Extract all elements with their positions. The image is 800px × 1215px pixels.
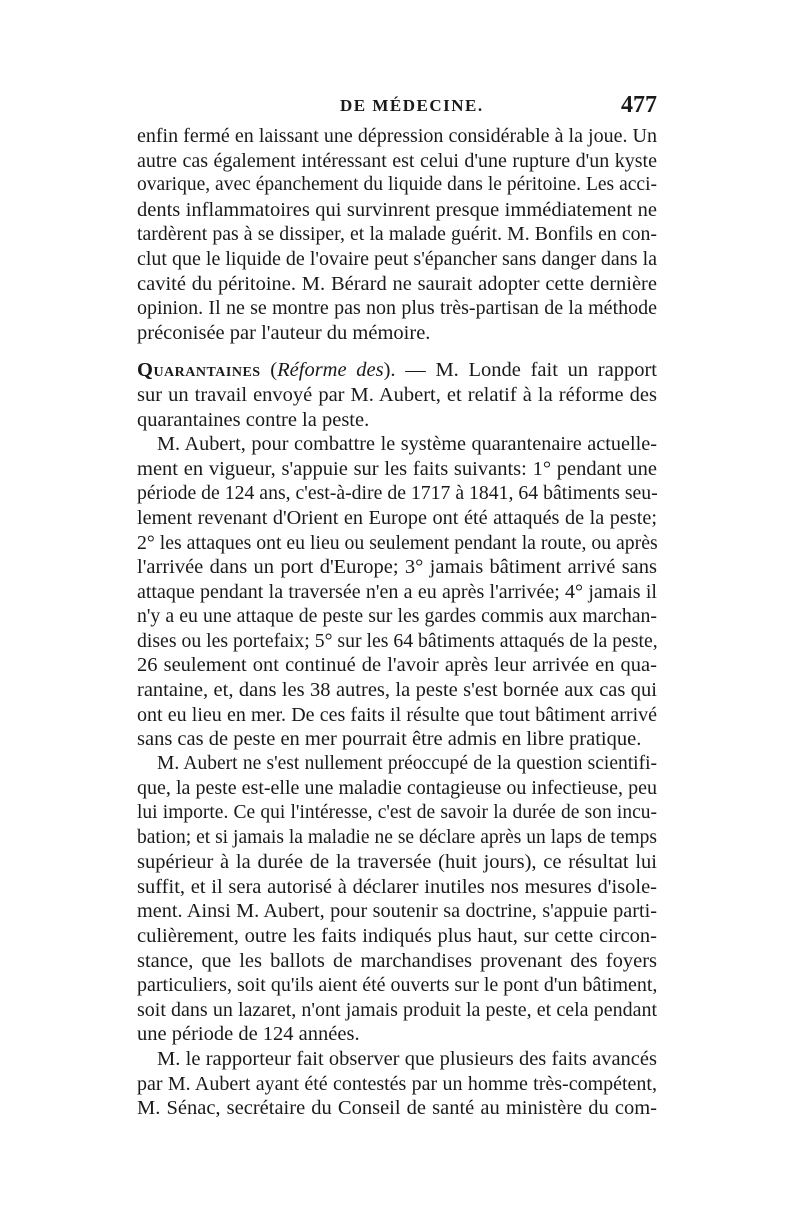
running-title: DE MÉDECINE.	[340, 96, 484, 115]
section-quarantaines	[137, 358, 657, 432]
text-line: tardèrent pas à se dissiper, et la malade guérit. M. Bonfils en con-	[137, 223, 657, 246]
text-line: suffit, et il sera autorisé à déclarer inutiles nos mesures d'isole-	[137, 875, 657, 898]
text-line: 2° les attaques ont eu lieu ou seulement pendant la route, ou après	[137, 531, 658, 554]
body-text	[137, 124, 657, 1121]
text-line: dises ou les portefaix; 5° sur les 64 bâtiments attaqués de la peste,	[137, 629, 658, 652]
text-line: rantaine, et, dans les 38 autres, la peste s'est bornée aux cas qui	[137, 679, 657, 702]
text-line: dents inflammatoires qui survinrent presque immédiatement ne	[137, 198, 657, 221]
text-line: par M. Aubert ayant été contestés par un homme très-compétent,	[137, 1072, 657, 1095]
page-number: 477	[621, 92, 657, 118]
text-line: bation; et si jamais la maladie ne se déclare après un laps de temps	[137, 826, 657, 848]
text-line: préconisée par l'auteur du mémoire.	[137, 321, 431, 344]
text-line: opinion. Il ne se montre pas non plus très-partisan de la méthode	[137, 297, 657, 320]
text-line: M. Sénac, secrétaire du Conseil de santé au ministère du com-	[137, 1097, 657, 1120]
text-line: M. le rapporteur fait observer que plusieurs des faits avancés	[157, 1047, 657, 1070]
text-line: une période de 124 années.	[137, 1023, 360, 1046]
text-line: lui importe. Ce qui l'intéresse, c'est de savoir la durée de son incu-	[137, 802, 657, 824]
paragraph	[137, 1047, 657, 1121]
paragraph	[137, 752, 657, 1047]
text-line: 26 seulement ont continué de l'avoir après leur arrivée en qua-	[137, 654, 657, 677]
text-line: ovarique, avec épanchement du liquide dans le péritoine. Les acci-	[137, 174, 657, 196]
text-line: clut que le liquide de l'ovaire peut s'épancher sans danger dans la	[137, 247, 657, 270]
section-heading-title: Quarantaines	[137, 359, 261, 382]
paragraph-continuation	[137, 124, 657, 345]
text-line: période de 124 ans, c'est-à-dire de 1717 à 1841, 64 bâtiments seu-	[137, 482, 658, 505]
text-line: stance, que les ballots de marchandises provenant des foyers	[137, 949, 657, 972]
text-line: l'arrivée dans un port d'Europe; 3° jamais bâtiment arrivé sans	[137, 556, 657, 579]
text-line: attaque pendant la traversée n'en a eu après l'arrivée; 4° jamais il	[137, 580, 657, 603]
text-line: particuliers, soit qu'ils aient été ouverts sur le pont d'un bâtiment,	[137, 974, 658, 997]
text-line: ment. Ainsi M. Aubert, pour soutenir sa doctrine, s'appuie parti-	[137, 900, 657, 923]
text-line: soit dans un lazaret, n'ont jamais produit la peste, et cela pendant	[137, 998, 657, 1021]
text-line: M. Aubert ne s'est nullement préoccupé de la question scientifi-	[157, 752, 657, 774]
text-line: autre cas également intéressant est celui d'une rupture d'un kyste	[137, 149, 657, 172]
text-line: enfin fermé en laissant une dépression considérable à la joue. Un	[137, 125, 657, 147]
text-line: M. Aubert, pour combattre le système quarantenaire actuelle-	[157, 433, 657, 456]
text-line: culièrement, outre les faits indiqués plus haut, sur cette circon-	[137, 925, 657, 947]
text-line: sur un travail envoyé par M. Aubert, et relatif à la réforme des	[137, 383, 657, 406]
section-heading: Quarantaines (Réforme des). — M. Londe fait un rapport	[137, 359, 657, 382]
text-line: supérieur à la durée de la traversée (huit jours), ce résultat lui	[137, 851, 657, 874]
text-line: lement revenant d'Orient en Europe ont été attaqués de la peste;	[137, 506, 657, 529]
text-line: ment en vigueur, s'appuie sur les faits suivants: 1° pendant une	[137, 457, 657, 480]
running-head	[137, 92, 657, 126]
section-heading-subtitle: Réforme des	[277, 359, 384, 382]
text-line: ont eu lieu en mer. De ces faits il résulte que tout bâtiment arrivé	[137, 703, 657, 726]
text-line: que, la peste est-elle une maladie contagieuse ou infectieuse, peu	[137, 777, 657, 800]
text-line: sans cas de peste en mer pourrait être admis en libre pratique.	[137, 728, 642, 751]
paragraph	[137, 432, 657, 752]
text-line: n'y a eu une attaque de peste sur les gardes commis aux marchan-	[137, 605, 657, 628]
text-line: cavité du péritoine. M. Bérard ne saurait adopter cette dernière	[137, 272, 657, 295]
text-line: quarantaines contre la peste.	[137, 408, 370, 431]
